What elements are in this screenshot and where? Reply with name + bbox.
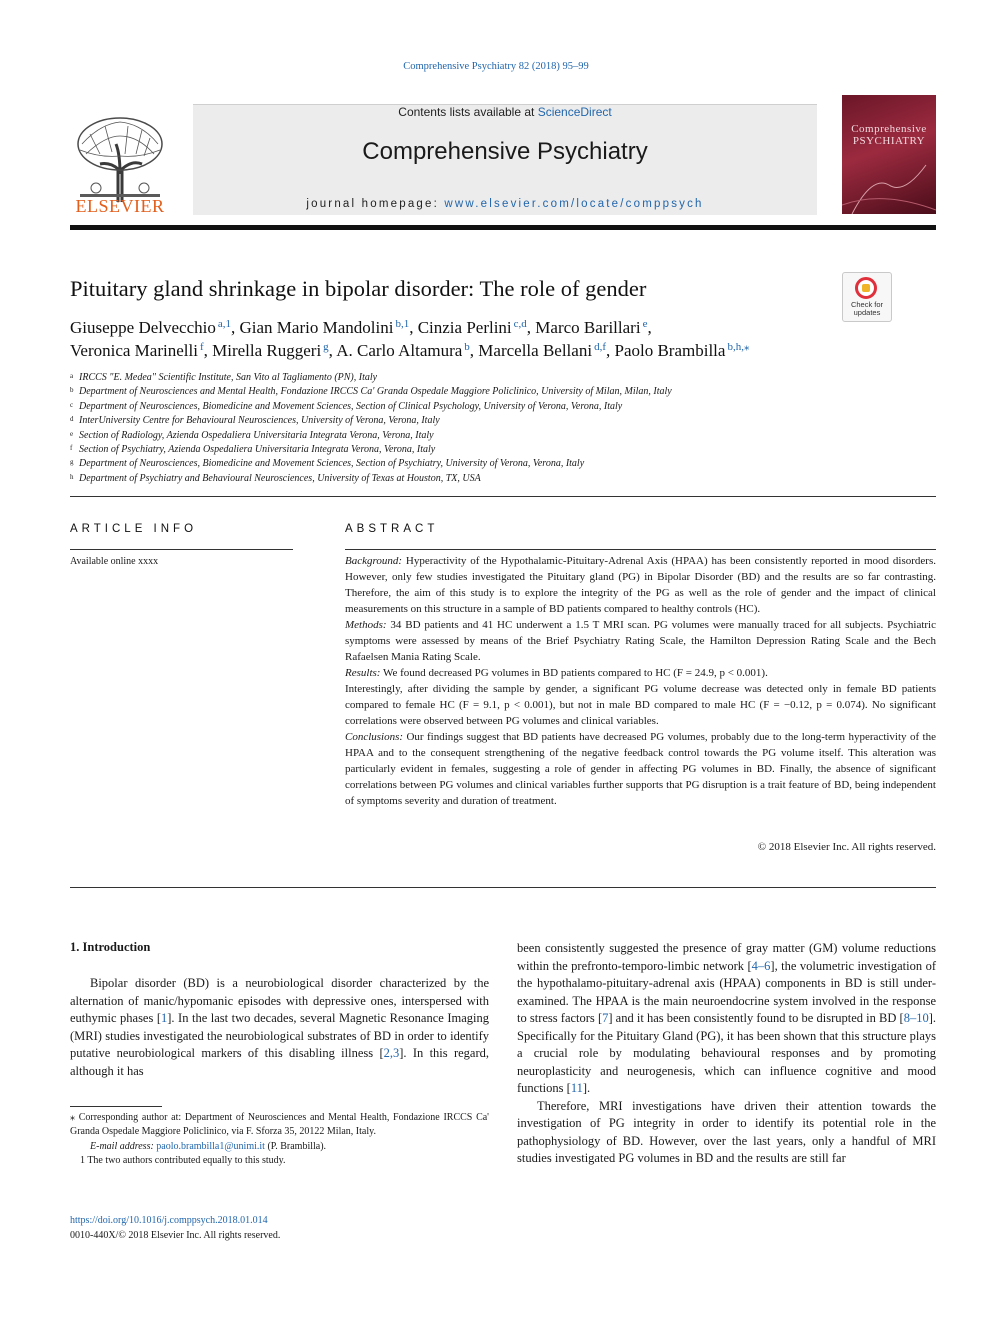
affiliation-item [70, 472, 936, 486]
author-affiliation-marker[interactable]: b,1 [395, 318, 410, 330]
contents-prefix: Contents lists available at [398, 105, 538, 119]
author-affiliation-marker[interactable]: g [323, 341, 329, 353]
text-run: ]. In the last two decades, several Magnetic Resonance Imaging (MRI) studies investigated the neurobiological substrates of BD in order to identify putative neurobiological markers of this disabling illness [ [70, 1011, 489, 1060]
author-separator: , [409, 318, 418, 337]
affiliation-letter: c [70, 400, 74, 409]
author-name[interactable]: Giuseppe Delvecchio [70, 318, 216, 337]
elsevier-wordmark: ELSEVIER [75, 196, 165, 216]
citation-ref-link[interactable]: 1 [161, 1011, 168, 1025]
abstract-copyright: © 2018 Elsevier Inc. All rights reserved. [757, 841, 936, 853]
methods-label: Methods: [345, 619, 387, 631]
affiliation-text: Department of Neurosciences, Biomedicine and Movement Sciences, Section of Psychiatry, University of Verona, Verona, Italy [79, 458, 585, 470]
article-info-heading: ARTICLE INFO [70, 523, 198, 535]
methods-text: 34 BD patients and 41 HC underwent a 1.5 T MRI scan. PG volumes were manually traced for all subjects. Psychiatric symptoms were assessed by means of the Brief Psychiatry Rating Scale, the Hamilton Depression Rating Scale and the Bech Rafaelsen Mania Rating Scale. [345, 619, 936, 663]
author-list-line-2 [70, 340, 749, 361]
background-text: Hyperactivity of the Hypothalamic-Pituitary-Adrenal Axis (HPAA) has been consistently reported in mood disorders. However, only few studies investigated the Pituitary gland (PG) in Bipolar Disorder (BD) and the results are so far contrasting. Therefore, the aim of this study is to explore the integrity of the PG as well as the role of gender and the impact of clinical measurements on this structure in a sample of BD patients compared to healthy controls (HC). [345, 555, 936, 615]
author-separator: , [647, 318, 652, 337]
affiliation-item [70, 400, 936, 414]
text-run: ]. In this regard, although it has [70, 1046, 489, 1078]
email-note [70, 1140, 489, 1154]
author-separator: , [328, 341, 337, 360]
article-info-divider [70, 549, 293, 550]
author-affiliation-marker[interactable]: e [642, 318, 648, 330]
affiliation-item [70, 457, 936, 471]
body-column-left [70, 975, 489, 1080]
homepage-link[interactable]: www.elsevier.com/locate/comppsych [444, 198, 704, 210]
footnotes [70, 1111, 489, 1168]
results-text: We found decreased PG volumes in BD patients compared to HC (F = 24.9, p < 0.001). [380, 667, 768, 679]
affiliation-text: Section of Radiology, Azienda Ospedaliera Universitaria Integrata Verona, Verona, Italy [79, 429, 434, 441]
author-separator: , [526, 318, 536, 337]
affiliation-letter: f [70, 444, 73, 453]
abstract-conclusions [345, 729, 936, 809]
check-for-updates-label: Check for updates [850, 300, 884, 317]
author-separator: , [231, 318, 240, 337]
author-separator: , [605, 341, 615, 360]
bookmark-icon [862, 284, 870, 292]
equal-contribution-note: 1 The two authors contributed equally to this study. [80, 1154, 286, 1166]
author-affiliation-marker[interactable]: c,d [513, 318, 527, 330]
citation-ref-link[interactable]: 4–6 [751, 958, 771, 973]
email-link[interactable]: paolo.brambilla1@unimi.it [156, 1140, 265, 1152]
journal-cover-image[interactable] [842, 95, 936, 214]
section-heading-introduction: 1. Introduction [70, 940, 151, 954]
affiliation-letter: d [70, 415, 74, 424]
conclusions-label: Conclusions: [345, 731, 404, 743]
homepage-prefix: journal homepage: [306, 198, 445, 210]
cover-figure [842, 155, 936, 214]
intro-paragraph-1-continued [517, 940, 936, 1098]
abstract-heading: ABSTRACT [345, 523, 439, 535]
citation-ref-link[interactable]: 7 [602, 1011, 609, 1025]
text-run: Bipolar disorder (BD) is a neurobiological disorder characterized by the alternation of manic/hypomanic episodes with depressive ones, interspersed with euthymic phases [ [70, 976, 489, 1025]
affiliation-letter: g [70, 458, 74, 467]
author-separator: , [469, 341, 479, 360]
affiliation-text: IRCCS "E. Medea" Scientific Institute, San Vito al Tagliamento (PN), Italy [79, 372, 378, 383]
abstract-divider [345, 549, 936, 550]
author-affiliation-marker[interactable]: a,1 [217, 318, 232, 330]
crossmark-icon [855, 277, 877, 299]
body-column-right [517, 940, 936, 1168]
abstract-body [345, 553, 936, 809]
available-online: Available online xxxx [70, 556, 159, 567]
affiliation-text: Department of Neurosciences and Mental Health, Fondazione IRCCS Ca' Granda Ospedale Maggiore Policlinico, University of Milan, Milan, Italy [79, 386, 672, 398]
journal-name: Comprehensive Psychiatry [362, 138, 648, 165]
author-affiliation-marker[interactable]: f [199, 341, 204, 353]
journal-homepage [193, 198, 817, 210]
affiliation-text: Department of Psychiatry and Behavioural Neurosciences, University of Texas at Houston, TX, USA [79, 472, 481, 484]
doi-url[interactable]: https://doi.org/10.1016/j.comppsych.2018.01.014 [70, 1215, 268, 1226]
affiliation-item [70, 443, 936, 457]
results-label: Results: [345, 667, 381, 679]
abstract-results [345, 665, 936, 681]
email-suffix: (P. Brambilla). [264, 1140, 327, 1152]
journal-citation-link[interactable]: Comprehensive Psychiatry 82 (2018) 95–99 [403, 61, 589, 72]
affiliation-letter: a [70, 372, 74, 380]
text-run: ]. Specifically for the Pituitary Gland (PG), it has been shown that this structure plays a crucial role by modulating behavioural responses and by promoting neuroplasticity and neurogenesis, which can influence cognitive and mood functions [ [517, 1011, 936, 1095]
author-affiliation-marker[interactable]: d,f [594, 341, 606, 353]
conclusions-text: Our findings suggest that BD patients have decreased PG volumes, probably due to the long-term hyperactivity of the HPAA and to the consequent strengthening of the negative feedback control towards the PG volume itself. This alteration was particularly evident in females, suggesting a role of gender in affecting PG volumes in BD. Finally, the absence of significant correlations between PG volumes and clinical variables further supports that PG disruption is a trait feature of BD, being independent of symptoms severity and duration of treatment. [345, 731, 936, 807]
affiliation-divider [70, 496, 936, 497]
author-affiliation-marker[interactable]: b [464, 341, 470, 353]
abstract-results-continued: Interestingly, after dividing the sample by gender, a significant PG volume decrease was detected only in female BD patients compared to female HC (F = 9.1, p < 0.001), but not in male BD compared to male HC (F = −0.12, p = 0.074). No significant correlations were observed between PG volumes and clinical variables. [345, 683, 936, 727]
author-name[interactable]: A. Carlo Altamura [336, 341, 463, 360]
sciencedirect-link[interactable]: ScienceDirect [537, 105, 612, 119]
affiliation-item [70, 385, 936, 399]
header-divider [70, 225, 936, 230]
issn-copyright: 0010-440X/© 2018 Elsevier Inc. All rights reserved. [70, 1230, 281, 1241]
affiliation-letter: h [70, 472, 74, 481]
text-run: been consistently suggested the presence of gray matter (GM) volume reductions within the prefronto-temporo-limbic network [ [517, 941, 936, 973]
author-name[interactable]: Veronica Marinelli [70, 341, 198, 360]
author-name[interactable]: Gian Mario Mandolini [239, 318, 394, 337]
intro-paragraph-2: Therefore, MRI investigations have driven their attention towards the investigation of PG integrity in order to identify its potential role in the pathophysiology of BD. However, over the last years, only a handful of MRI studies investigated PG volumes in BD and the results are still far [517, 1098, 936, 1165]
author-name[interactable]: Marcella Bellani [478, 341, 593, 360]
affiliation-letter: b [70, 386, 74, 395]
text-run: ]. [582, 1081, 591, 1095]
abstract-background [345, 553, 936, 617]
email-label: E-mail address: [90, 1140, 157, 1152]
author-name[interactable]: Mirella Ruggeri [212, 341, 322, 360]
check-for-updates-button[interactable] [842, 272, 892, 322]
affiliation-text: InterUniversity Centre for Behavioural Neurosciences, University of Verona, Verona, Italy [79, 415, 440, 427]
background-label: Background: [345, 555, 403, 567]
citation-ref-link[interactable]: 11 [570, 1081, 583, 1095]
citation-ref-link[interactable]: 2,3 [383, 1046, 400, 1060]
article-title: Pituitary gland shrinkage in bipolar disorder: The role of gender [70, 276, 647, 301]
affiliation-text: Department of Neurosciences, Biomedicine and Movement Sciences, Section of Clinical Psychology, University of Verona, Verona, Italy [79, 400, 623, 412]
affiliation-list [70, 371, 936, 486]
contents-availability [193, 105, 817, 119]
citation-ref-link[interactable]: 8–10 [903, 1011, 929, 1025]
affiliation-item [70, 429, 936, 443]
author-affiliation-marker[interactable]: b,h,⁎ [727, 341, 750, 353]
affiliation-letter: e [70, 429, 74, 438]
intro-paragraph-1 [70, 975, 489, 1080]
cover-title: Comprehensive PSYCHIATRY [851, 123, 927, 147]
corresponding-author-note: ⁎ Corresponding author at: Department of Neurosciences and Mental Health, Fondazione IRCCS Ca' Granda Ospedale Maggiore Policlinico, via F. Sforza 35, 20122 Milan, Italy. [70, 1112, 489, 1138]
text-run: ], the volumetric investigation of the hypothalamo-pituitary-adrenal axis (HPAA) components in BD is still under-examined. The HPAA is the main neuroendocrine system involved in the response to stress factors [ [517, 958, 936, 1025]
text-run: ] and it has been consistently found to be disrupted in BD [ [608, 1011, 904, 1025]
affiliation-item [70, 371, 936, 385]
affiliation-item [70, 414, 936, 428]
author-name[interactable]: Cinzia Perlini [417, 318, 512, 337]
author-name[interactable]: Marco Barillari [535, 318, 641, 337]
abstract-methods [345, 617, 936, 665]
affiliation-text: Section of Psychiatry, Azienda Ospedaliera Universitaria Integrata Verona, Verona, Italy [79, 444, 436, 456]
footnote-divider [70, 1106, 162, 1107]
body-divider [70, 887, 936, 888]
doi-link[interactable] [70, 1215, 268, 1226]
author-name[interactable]: Paolo Brambilla [614, 341, 726, 360]
author-list-line-1 [70, 318, 652, 338]
author-separator: , [203, 341, 213, 360]
